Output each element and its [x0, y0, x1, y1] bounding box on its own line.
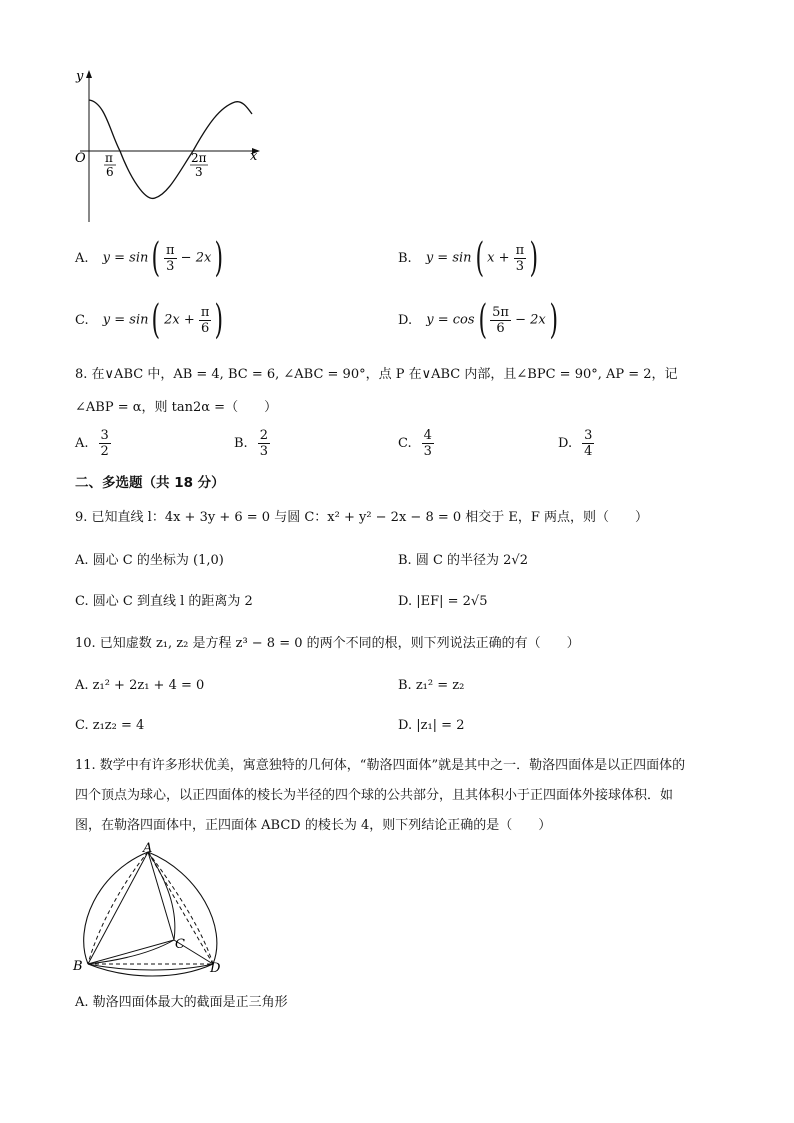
q11-option-a[interactable]: A. 勒洛四面体最大的截面是正三角形	[75, 995, 288, 1010]
vertex-label-c: C	[175, 937, 185, 952]
q8-option-d[interactable]: D. $\frac{3}{4}$	[558, 428, 593, 459]
x-axis-label: x	[250, 149, 258, 164]
outer-arc-left	[84, 852, 148, 964]
curve	[89, 100, 252, 198]
vertex-label-d: D	[210, 961, 221, 976]
tick1-num: π	[105, 151, 113, 165]
edge-bc	[88, 940, 174, 964]
tick2-num: 2π	[191, 151, 207, 165]
q7-option-d[interactable]: D. y = cos( $\frac{5\pi}{6}$ − 2x)	[398, 297, 558, 343]
q10-option-c[interactable]: C. z₁z₂ = 4	[75, 718, 145, 733]
q10-option-d[interactable]: D. |z₁| = 2	[398, 718, 465, 733]
q9-option-b[interactable]: B. 圆 C 的半径为 2√2	[398, 553, 528, 568]
q10-stem: 10. 已知虚数 z₁, z₂ 是方程 z³ − 8 = 0 的两个不同的根，则下列说法正确的有（ ）	[75, 636, 580, 651]
q10-option-a[interactable]: A. z₁² + 2z₁ + 4 = 0	[75, 678, 205, 693]
q9-stem: 9. 已知直线 l：4x + 3y + 6 = 0 与圆 C：x² + y² − 2x − 8 = 0 相交于 E，F 两点，则（ ）	[75, 510, 649, 525]
q7-option-b[interactable]: B. y = sin( x + $\frac{\pi}{3}$ )	[398, 235, 539, 281]
curved-edge-bd	[88, 964, 213, 970]
q9-option-a[interactable]: A. 圆心 C 的坐标为 (1,0)	[75, 553, 224, 568]
q10-option-b[interactable]: B. z₁² = z₂	[398, 678, 465, 693]
tick2-den: 3	[195, 165, 203, 179]
q8-option-a[interactable]: A. $\frac{3}{2}$	[75, 428, 109, 459]
q9-option-c[interactable]: C. 圆心 C 到直线 l 的距离为 2	[75, 594, 253, 609]
q8-stem-line2: ∠ABP = α，则 tan2α =（ ）	[75, 400, 278, 415]
q11-stem-line1: 11. 数学中有许多形状优美，寓意独特的几何体，“勒洛四面体”就是其中之一．勒洛四面体是以正四面体的	[75, 758, 686, 773]
q8-stem-line1: 8. 在∨ABC 中，AB = 4, BC = 6, ∠ABC = 90°，点 P 在∨ABC 内部，且∠BPC = 90°, AP = 2，记	[75, 367, 678, 382]
origin-label: O	[75, 151, 86, 166]
tick1-den: 6	[106, 165, 114, 179]
q8-option-c[interactable]: C. $\frac{4}{3}$	[398, 428, 432, 459]
y-axis-label: y	[76, 69, 84, 84]
graph-trig-curve	[60, 62, 270, 227]
vertex-label-a: A	[143, 842, 153, 856]
q7-option-c[interactable]: C. y = sin( 2x + $\frac{\pi}{6}$ )	[75, 297, 224, 343]
q11-stem-line3: 图，在勒洛四面体中，正四面体 ABCD 的棱长为 4，则下列结论正确的是（ ）	[75, 818, 552, 833]
figure-reuleaux-tetrahedron	[68, 842, 233, 977]
q8-option-b[interactable]: B. $\frac{2}{3}$	[234, 428, 268, 459]
edge-ab	[88, 852, 148, 964]
vertex-label-b: B	[73, 959, 83, 974]
q9-option-d[interactable]: D. |EF| = 2√5	[398, 594, 488, 609]
q11-stem-line2: 四个顶点为球心，以正四面体的棱长为半径的四个球的公共部分，且其体积小于正四面体外接球体积．如	[75, 788, 674, 803]
y-axis-arrow	[86, 70, 92, 78]
q7-option-a[interactable]: A. y = sin( $\frac{\pi}{3}$ − 2x)	[75, 235, 224, 281]
section-heading-multi-choice: 二、多选题（共 18 分）	[75, 475, 225, 491]
